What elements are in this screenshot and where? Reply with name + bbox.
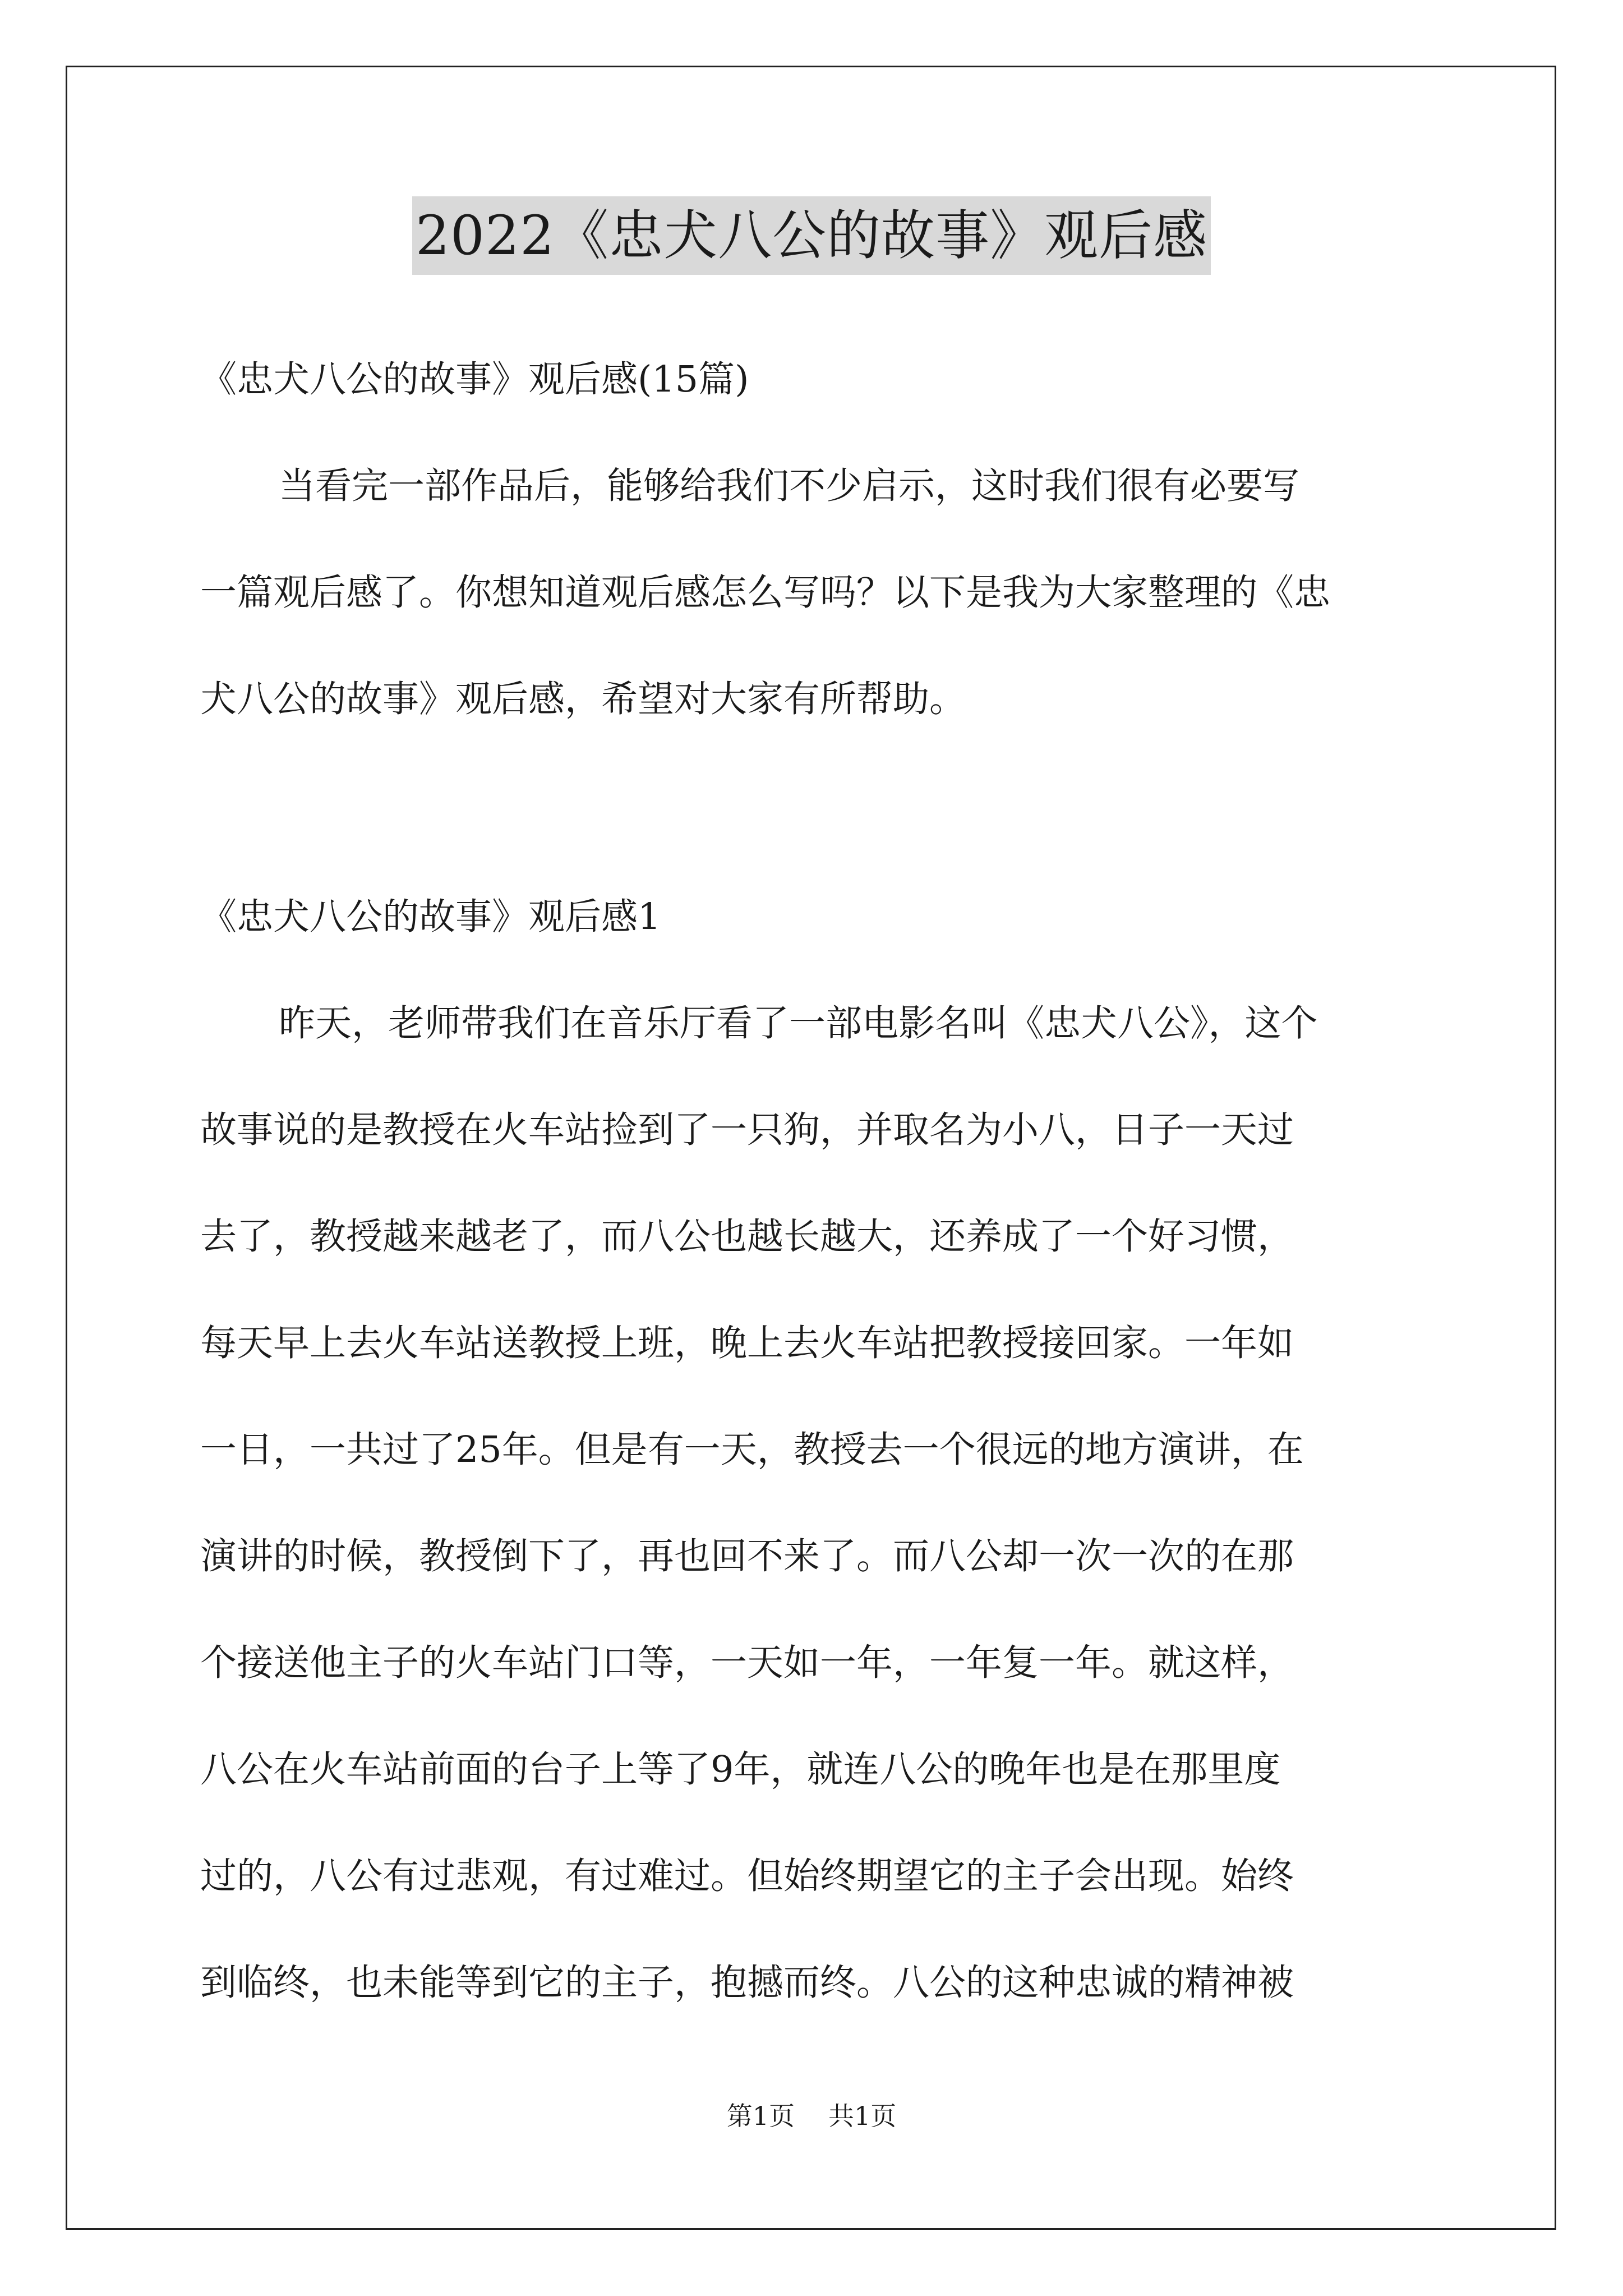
body-line: 八公在火车站前面的台子上等了9年，就连八公的晚年也是在那里度 — [200, 1749, 1281, 1791]
section-heading: 《忠犬八公的故事》观后感1 — [200, 896, 661, 938]
intro-line: 当看完一部作品后，能够给我们不少启示，这时我们很有必要写 — [279, 465, 1300, 507]
page-footer — [0, 2099, 1623, 2133]
intro-line: 犬八公的故事》观后感，希望对大家有所帮助。 — [200, 678, 966, 720]
body-line: 昨天，老师带我们在音乐厅看了一部电影名叫《忠犬八公》，这个 — [279, 1002, 1318, 1045]
document-title: 2022《忠犬八公的故事》观后感 — [412, 196, 1211, 275]
body-line: 故事说的是教授在火车站捡到了一只狗，并取名为小八，日子一天过 — [200, 1109, 1294, 1151]
page-number: 第1页 — [726, 2101, 795, 2131]
document-subtitle: 《忠犬八公的故事》观后感(15篇) — [200, 358, 749, 401]
body-line: 个接送他主子的火车站门口等，一天如一年，一年复一年。就这样， — [200, 1642, 1294, 1684]
body-line: 一日，一共过了25年。但是有一天，教授去一个很远的地方演讲，在 — [200, 1429, 1304, 1471]
body-line: 过的，八公有过悲观，有过难过。但始终期望它的主子会出现。始终 — [200, 1855, 1294, 1897]
body-line: 去了，教授越来越老了，而八公也越长越大，还养成了一个好习惯， — [200, 1216, 1294, 1258]
title-container — [0, 196, 1623, 275]
intro-line: 一篇观后感了。你想知道观后感怎么写吗？以下是我为大家整理的《忠 — [200, 572, 1331, 614]
body-line: 到临终，也未能等到它的主子，抱撼而终。八公的这种忠诚的精神被 — [200, 1962, 1294, 2004]
body-line: 每天早上去火车站送教授上班，晚上去火车站把教授接回家。一年如 — [200, 1322, 1294, 1364]
body-line: 演讲的时候，教授倒下了，再也回不来了。而八公却一次一次的在那 — [200, 1535, 1294, 1577]
page-total: 共1页 — [828, 2101, 897, 2131]
